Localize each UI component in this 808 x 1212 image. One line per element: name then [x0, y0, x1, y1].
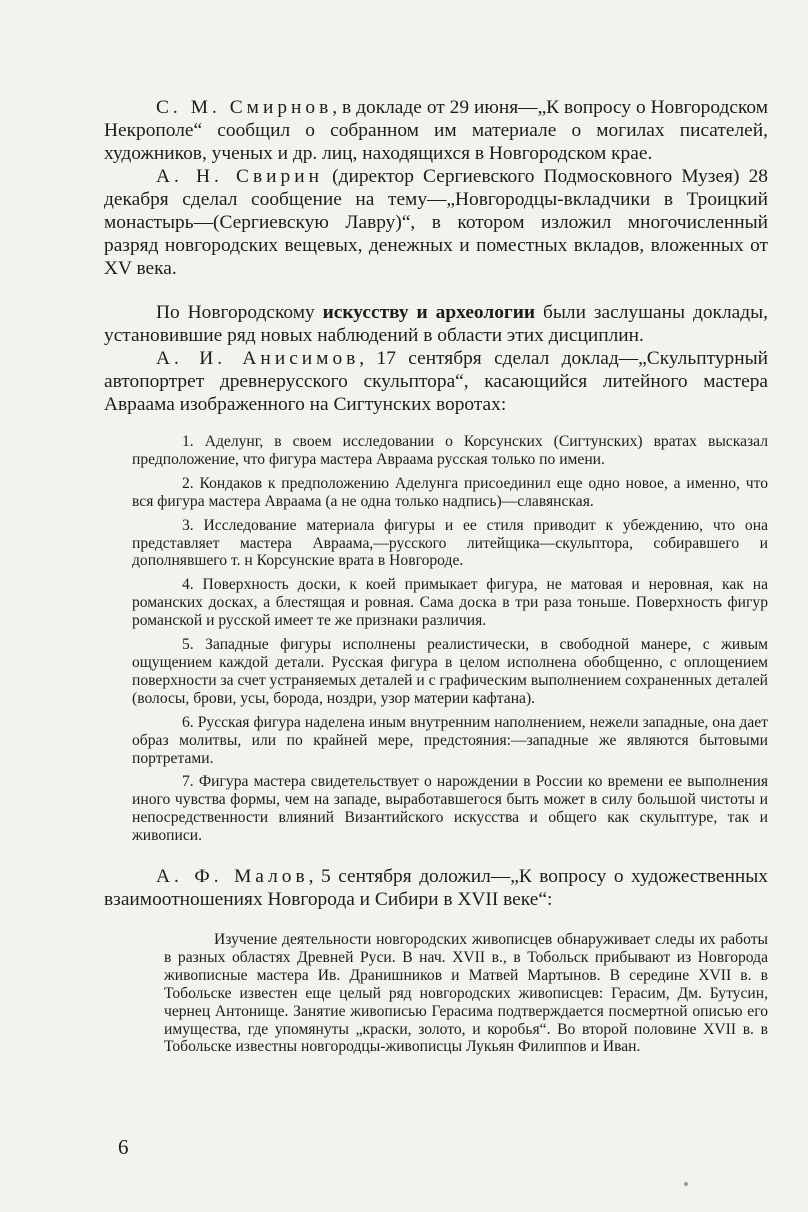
list-item-3: 3. Исследование материала фигуры и ее стиля приводит к убеждению, что она представляет мастера Авраама,—русского литейщика—скульптора, собиравшего и дополнявшего т. н Корсунские врата в Новгороде. [132, 516, 768, 570]
paragraph-text: По Новгородскому [156, 302, 323, 323]
list-item-4: 4. Поверхность доски, к коей примыкает фигура, не матовая и неровная, как на романских досках, а блестящая и ровная. Сама доска в три раза тоньше. Поверхность фигур романской и русской имеет те же признаки различия. [132, 576, 768, 630]
section-term: искусству и археологии [322, 302, 536, 323]
paper-spot [684, 1182, 688, 1186]
page-number: 6 [118, 1135, 129, 1159]
paragraph-smirnov [104, 96, 768, 165]
paragraph-text: , 5 сентября доложил—„К вопросу о художественных взаимоотношениях Новгорода и Сибири в XVII веке“: [104, 866, 768, 911]
list-item-2: 2. Кондаков к предположению Аделунга присоединил еще одно новое, а именно, что вся фигура мастера Авраама (а не одна только надпись)—славянская. [132, 474, 768, 510]
paragraph-novgorod-painters: Изучение деятельности новгородских живописцев обнаруживает следы их работы в разных областях Древней Руси. В нач. XVII в., в Тобольск прибывают из Новгорода живописные мастера Ив. Дранишников и Матвей Мартынов. В середине XVII в. в Тобольске известен еще целый ряд новгородских живописцев: Герасим, Дм. Бутусин, чернец Антонище. Занятие живописью Герасима подтверждается посмертной описью его имущества, где упомянуты „краски, золото, и коробья“. Во второй половине XVII в. в Тобольске известны новгородцы-живописцы Лукьян Филиппов и Иван. [164, 931, 768, 1056]
paragraph-art-archaeology [104, 301, 768, 347]
author-name: С. М. Смирнов [156, 97, 333, 118]
paragraph-text: , 17 сентября сделал доклад—„Скульптурный автопортрет древнерусского скульптора“, касающийся литейного мастера Авраама изображенного на Сигтунских воротах: [104, 348, 768, 415]
paragraph-malov [104, 865, 768, 911]
page-body [104, 96, 768, 1056]
list-item-1: 1. Аделунг, в своем исследовании о Корсунских (Сигтунских) вратах высказал предположение, что фигура мастера Авраама русская только по имени. [132, 433, 768, 468]
list-item-7: 7. Фигура мастера свидетельствует о нарождении в России ко времени ее выполнения иного чувства формы, чем на западе, выработавшегося быть может в силу большой чистоты и непосредственности влияний Византийского искусства и общего как скульптуре, так и живописи. [132, 773, 768, 845]
paragraph-anisimov [104, 347, 768, 416]
author-name: А. И. Анисимов [156, 348, 360, 369]
list-item-6: 6. Русская фигура наделена иным внутренним наполнением, нежели западные, она дает образ молитвы, или по крайней мере, предстояния:—западные же являются бытовыми портретами. [132, 713, 768, 767]
author-name: А. Н. Свирин [156, 166, 323, 187]
paragraph-text: (директор Сергиевского Подмосковного Музея) 28 декабря сделал сообщение на тему—„Новгородцы-вкладчики в Троицкий монастырь—(Сергиевскую Лавру)“, в котором изложил многочисленный разряд новгородских вещевых, денежных и поместных вкладов, вложенных от XV века. [104, 166, 768, 279]
paragraph-text: , в докладе от 29 июня—„К вопросу о Новгородском Некрополе“ сообщил о собранном им материале о могилах писателей, художников, ученых и др. лиц, находящихся в Новгородском крае. [104, 97, 768, 164]
paragraph-text: были заслушаны доклады, установившие ряд новых наблюдений в области этих дисциплин. [104, 302, 768, 346]
author-name: А. Ф. Малов [156, 866, 309, 888]
paragraph-svirin [104, 165, 768, 280]
list-item-5: 5. Западные фигуры исполнены реалистически, в свободной манере, с живым ощущением каждой детали. Русская фигура в целом исполнена обобщенно, с оплощением поверхности за счет устраняемых деталей и с графическим выполнением сохраненных деталей (волосы, брови, усы, борода, ноздри, узор материи кафтана). [132, 636, 768, 707]
